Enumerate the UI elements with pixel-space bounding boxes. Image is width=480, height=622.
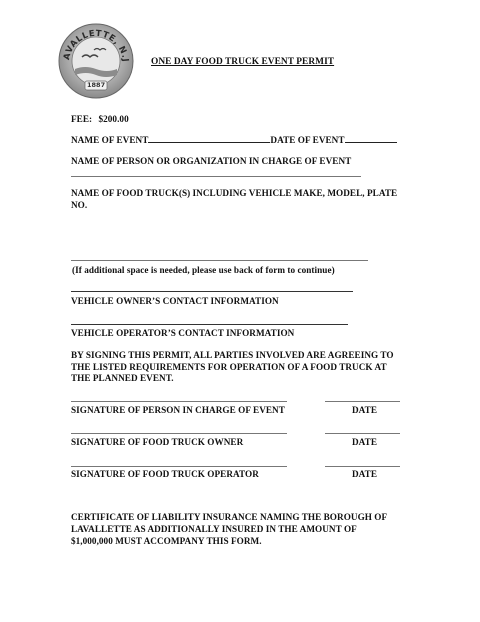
signature-label-person-in-charge: SIGNATURE OF PERSON IN CHARGE OF EVENT: [71, 405, 285, 415]
agreement-line3: THE PLANNED EVENT.: [71, 373, 174, 383]
date-label-truck-operator: DATE: [352, 469, 378, 479]
date-line-truck-owner[interactable]: [325, 433, 400, 434]
person-in-charge-label: NAME OF PERSON OR ORGANIZATION IN CHARGE OF EVENT: [71, 156, 352, 166]
event-name-field[interactable]: [148, 133, 270, 143]
event-date-field[interactable]: [345, 133, 397, 143]
additional-space-note: (If additional space is needed, please use back of form to continue): [72, 265, 335, 275]
date-label-person-in-charge: DATE: [352, 405, 378, 415]
seal-year: 1887: [87, 81, 106, 89]
fee-line: [71, 113, 129, 125]
signature-label-truck-operator: SIGNATURE OF FOOD TRUCK OPERATOR: [71, 469, 259, 479]
insurance-line1: CERTIFICATE OF LIABILITY INSURANCE NAMING THE BOROUGH OF: [71, 512, 388, 522]
insurance-line3: $1,000,000 MUST ACCOMPANY THIS FORM.: [71, 536, 262, 546]
date-label-truck-owner: DATE: [352, 437, 378, 447]
event-name-label: NAME OF EVENT: [71, 135, 149, 145]
agreement-line1: BY SIGNING THIS PERMIT, ALL PARTIES INVOLVED ARE AGREEING TO: [71, 350, 394, 360]
page-title: ONE DAY FOOD TRUCK EVENT PERMIT: [151, 57, 335, 67]
insurance-line2: LAVALLETTE AS ADDITIONALLY INSURED IN THE AMOUNT OF: [71, 524, 357, 534]
borough-seal: [58, 23, 134, 99]
food-trucks-label-line1: NAME OF FOOD TRUCK(S) INCLUDING VEHICLE MAKE, MODEL, PLATE: [71, 188, 398, 198]
event-date-label: DATE OF EVENT: [270, 135, 345, 145]
fee-label: FEE:: [71, 114, 93, 124]
date-line-truck-operator[interactable]: [325, 466, 400, 467]
person-in-charge-field[interactable]: [71, 176, 361, 177]
operator-contact-field[interactable]: [71, 324, 348, 325]
signature-line-truck-owner[interactable]: [71, 433, 287, 434]
agreement-line2: THE LISTED REQUIREMENTS FOR OPERATION OF A FOOD TRUCK AT: [71, 362, 387, 372]
owner-contact-label: VEHICLE OWNER’S CONTACT INFORMATION: [71, 296, 279, 306]
signature-label-truck-owner: SIGNATURE OF FOOD TRUCK OWNER: [71, 437, 244, 447]
date-line-person-in-charge[interactable]: [325, 401, 400, 402]
fee-amount: $200.00: [98, 114, 129, 124]
food-trucks-field[interactable]: [71, 260, 368, 261]
operator-contact-label: VEHICLE OPERATOR’S CONTACT INFORMATION: [71, 328, 295, 338]
event-name-row: [71, 133, 397, 146]
signature-line-truck-operator[interactable]: [71, 466, 287, 467]
signature-line-person-in-charge[interactable]: [71, 401, 287, 402]
owner-contact-field[interactable]: [71, 291, 353, 292]
food-trucks-label-line2: NO.: [71, 200, 88, 210]
svg-text:LAVALLETTE, N.J.: AVALLETTE, N.J: [62, 28, 131, 63]
